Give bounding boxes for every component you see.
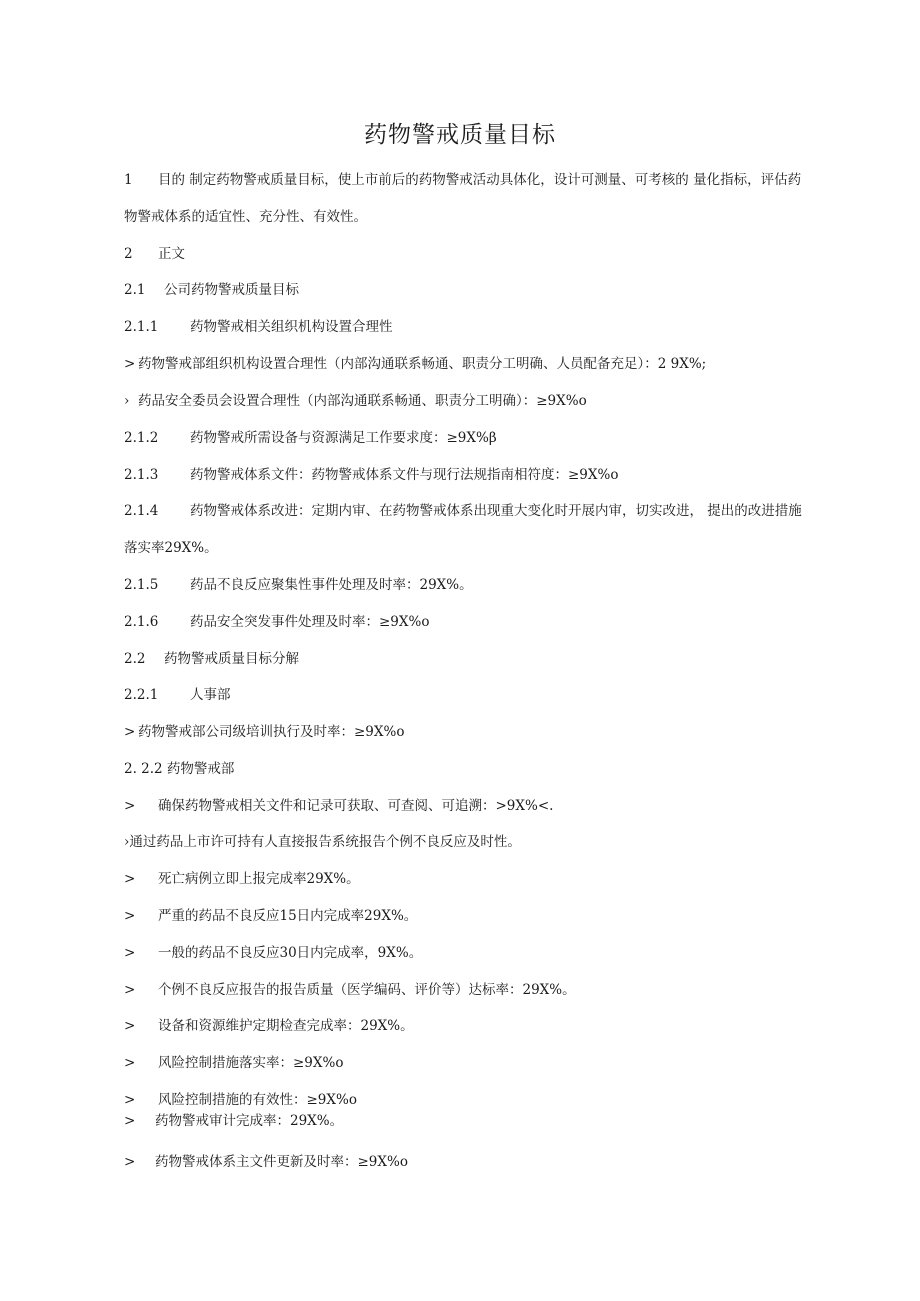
bullet-item (124, 723, 404, 741)
section-text: 药物警戒体系改进：定期内审、在药物警戒体系出现重大变化时开展内审，切实改进， 提出的改进措施 (190, 503, 802, 519)
bullet-item (124, 1153, 408, 1171)
bullet-item (124, 392, 587, 410)
bullet-item (124, 981, 576, 999)
document-title: 药物警戒质量目标 (364, 122, 556, 148)
bullet-mark: > (124, 1113, 136, 1129)
bullet-text: 药物警戒部组织机构设置合理性（内部沟通联系畅通、职责分工明确、人员配备充足）：2 9X%; (138, 356, 707, 372)
section-number: 2.1.6 (124, 614, 159, 630)
section-2-1-3 (124, 466, 618, 484)
section-2-1-6 (124, 613, 429, 631)
section-2-1 (124, 281, 299, 299)
bullet-item (124, 870, 360, 888)
section-number: 2.1 (124, 282, 146, 298)
section-2-1-4 (124, 502, 802, 520)
section-number: 2.1.3 (124, 467, 159, 483)
bullet-text: 药物警戒审计完成率：29X%。 (155, 1113, 344, 1129)
bullet-text: 药物警戒部公司级培训执行及时率：≥9X%o (138, 724, 405, 740)
section-text: 人事部 (190, 687, 231, 703)
section-text: 药物警戒质量目标分解 (164, 651, 299, 667)
bullet-item (124, 907, 417, 925)
section-text: 药品不良反应聚集性事件处理及时率：29X%。 (190, 577, 473, 593)
bullet-text: 个例不良反应报告的报告质量（医学编码、评价等）达标率：29X%。 (158, 982, 576, 998)
bullet-mark: > (124, 798, 136, 814)
section-2-2-2: 2. 2.2 药物警戒部 (124, 761, 235, 777)
bullet-item (124, 944, 422, 962)
section-text: 药品安全突发事件处理及时率：≥9X%o (190, 614, 430, 630)
bullet-text: 确保药物警戒相关文件和记录可获取、可查阅、可追溯：>9X%<. (158, 798, 554, 814)
bullet-item (124, 1054, 343, 1072)
bullet-mark: > (124, 356, 136, 372)
bullet-mark: > (124, 1154, 136, 1170)
section-text: 药物警戒所需设备与资源满足工作要求度：≥9X%β (190, 430, 497, 446)
bullet-text: 风险控制措施落实率：≥9X%o (158, 1055, 344, 1071)
section-number: 2.1.4 (124, 503, 159, 519)
bullet-text: 风险控制措施的有效性：≥9X%o (158, 1092, 357, 1108)
section-2 (124, 245, 185, 263)
bullet-text: 一般的药品不良反应30日内完成率，9X%。 (158, 945, 423, 961)
section-2-1-5 (124, 576, 473, 594)
bullet-mark: > (124, 1092, 136, 1108)
bullet-item (124, 1112, 343, 1130)
bullet-item (124, 355, 706, 373)
bullet-mark: > (124, 1018, 136, 1034)
bullet-item (124, 1091, 357, 1109)
bullet-text: 药物警戒体系主文件更新及时率：≥9X%o (155, 1154, 408, 1170)
section-1 (124, 171, 801, 189)
section-text: 正文 (158, 246, 185, 262)
section-number: 2.1.5 (124, 577, 159, 593)
bullet-mark: > (124, 982, 136, 998)
bullet-text: 设备和资源维护定期检查完成率：29X%。 (158, 1018, 414, 1034)
bullet-item (124, 797, 553, 815)
bullet-mark: > (124, 945, 136, 961)
section-number: 2.1.2 (124, 430, 159, 446)
bullet-mark: > (124, 724, 136, 740)
section-2-1-1 (124, 318, 393, 336)
section-2-2 (124, 650, 299, 668)
section-text: 目的 制定药物警戒质量目标，使上市前后的药物警戒活动具体化，设计可测量、可考核的 量化指标，评估药 (158, 172, 802, 188)
section-2-1-2 (124, 429, 497, 447)
section-number: 2.2 (124, 651, 146, 667)
bullet-mark: > (124, 908, 136, 924)
bullet-text: 严重的药品不良反应15日内完成率29X%。 (158, 908, 418, 924)
section-text: 药物警戒体系文件：药物警戒体系文件与现行法规指南相符度：≥9X%o (190, 467, 619, 483)
section-number: 2.2.1 (124, 687, 159, 703)
bullet-text: 药品安全委员会设置合理性（内部沟通联系畅通、职责分工明确）：≥9X%o (138, 393, 587, 409)
bullet-text: 死亡病例立即上报完成率29X%。 (158, 871, 360, 887)
section-number: 1 (124, 172, 133, 188)
section-2-1-4-continuation: 落实率29X%。 (124, 540, 218, 556)
section-1-continuation: 物警戒体系的适宜性、充分性、有效性。 (124, 209, 367, 225)
bullet-mark: › (124, 393, 130, 409)
bullet-mark: > (124, 871, 136, 887)
bullet-item: ›通过药品上市许可持有人直接报告系统报告个例不良反应及时性。 (124, 834, 521, 850)
bullet-item (124, 1017, 414, 1035)
section-text: 药物警戒相关组织机构设置合理性 (190, 319, 393, 335)
bullet-mark: > (124, 1055, 136, 1071)
section-2-2-1 (124, 686, 231, 704)
section-number: 2.1.1 (124, 319, 159, 335)
section-text: 公司药物警戒质量目标 (164, 282, 299, 298)
section-number: 2 (124, 246, 133, 262)
